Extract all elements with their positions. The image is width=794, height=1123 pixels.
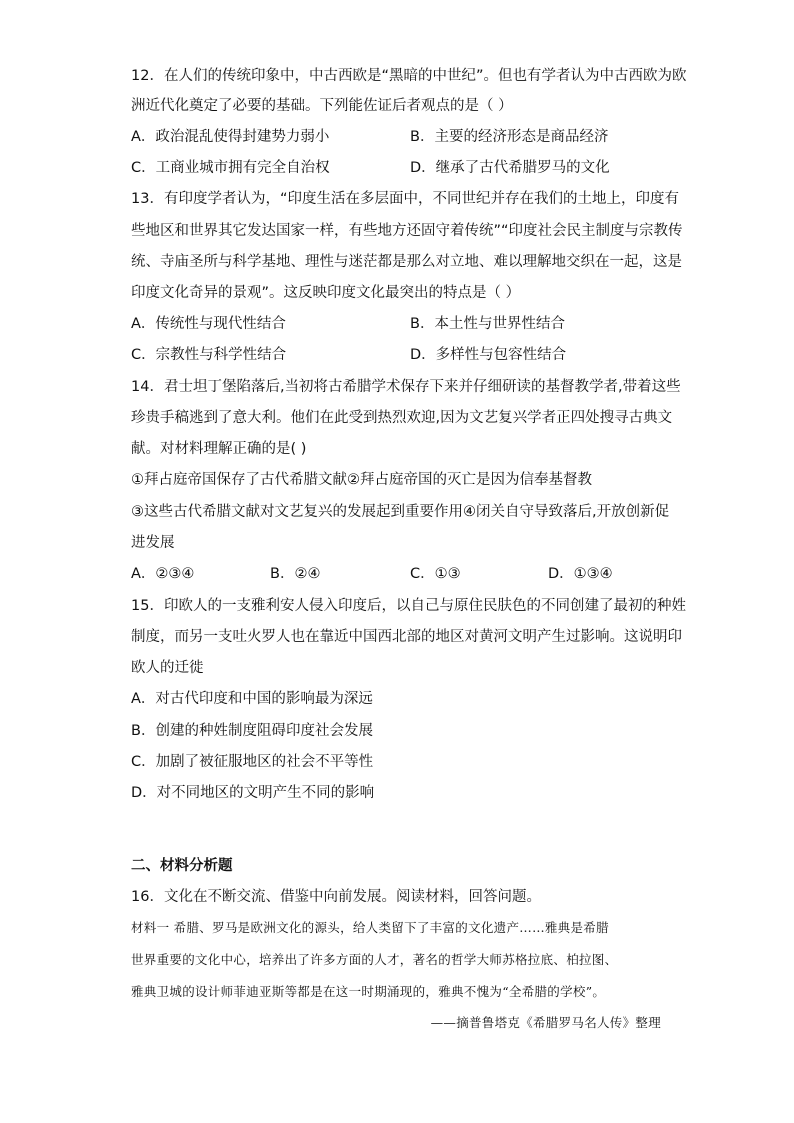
q13-stem-line-2: 些地区和世界其它发达国家一样，有些地方还固守着传统”“印度社会民主制度与宗教传 bbox=[131, 223, 683, 239]
q16-material-line-1: 材料一 希腊、罗马是欧洲文化的源头，给人类留下了丰富的文化遗产……雅典是希腊 bbox=[131, 920, 609, 935]
q15-stem-line-1: 15．印欧人的一支雅利安人侵入印度后，以自己与原住民肤色的不同创建了最初的种姓 bbox=[131, 598, 686, 614]
q12-option-d: D．继承了古代希腊罗马的文化 bbox=[410, 160, 610, 176]
q16-material-source: ——摘普鲁塔克《希腊罗马名人传》整理 bbox=[430, 1015, 661, 1030]
q14-stem-line-2: 珍贵手稿逃到了意大利。他们在此受到热烈欢迎,因为文艺复兴学者正四处搜寻古典文 bbox=[131, 410, 673, 426]
q15-stem-line-3: 欧人的迁徙 bbox=[131, 660, 204, 676]
q13-stem-line-4: 印度文化奇异的景观”。这反映印度文化最突出的特点是（ ） bbox=[131, 285, 521, 301]
q15-option-d: D．对不同地区的文明产生不同的影响 bbox=[131, 785, 375, 801]
q15-option-c: C．加剧了被征服地区的社会不平等性 bbox=[131, 754, 374, 770]
q15-option-a: A．对古代印度和中国的影响最为深远 bbox=[131, 691, 373, 707]
q15-option-b: B．创建的种姓制度阻碍印度社会发展 bbox=[131, 723, 373, 739]
q14-stem-line-1: 14．君士坦丁堡陷落后,当初将古希腊学术保存下来并仔细研读的基督教学者,带着这些 bbox=[131, 379, 681, 395]
q14-option-c: C．①③ bbox=[410, 566, 461, 582]
q14-option-d: D．①③④ bbox=[548, 566, 613, 582]
q12-option-a: A．政治混乱使得封建势力弱小 bbox=[131, 129, 330, 145]
q16-stem: 16．文化在不断交流、借鉴中向前发展。阅读材料，回答问题。 bbox=[131, 889, 541, 905]
q14-option-a: A．②③④ bbox=[131, 566, 195, 582]
q13-stem-line-3: 统、寺庙圣所与科学基地、理性与迷茫都是那么对立地、难以理解地交织在一起，这是 bbox=[131, 254, 682, 270]
q16-material-line-2: 世界重要的文化中心，培养出了许多方面的人才，著名的哲学大师苏格拉底、柏拉图、 bbox=[131, 952, 618, 967]
q12-stem-line-2: 洲近代化奠定了必要的基础。下列能佐证后者观点的是（ ） bbox=[131, 98, 513, 114]
q15-stem-line-2: 制度，而另一支吐火罗人也在靠近中国西北部的地区对黄河文明产生过影响。这说明印 bbox=[131, 629, 682, 645]
q14-option-b: B．②④ bbox=[270, 566, 321, 582]
q12-option-c: C．工商业城市拥有完全自治权 bbox=[131, 160, 330, 176]
q16-material-line-3: 雅典卫城的设计师菲迪亚斯等都是在这一时期涌现的，雅典不愧为“全希腊的学校”。 bbox=[131, 984, 606, 999]
q12-stem-line-1: 12．在人们的传统印象中，中古西欧是“黑暗的中世纪”。但也有学者认为中古西欧为欧 bbox=[131, 68, 687, 84]
section-heading: 二、材料分析题 bbox=[131, 858, 233, 874]
q14-statement-line-2: ③这些古代希腊文献对文艺复兴的发展起到重要作用④闭关自守导致落后,开放创新促 bbox=[131, 504, 670, 520]
q14-statement-line-3: 进发展 bbox=[131, 535, 175, 551]
q13-option-c: C．宗教性与科学性结合 bbox=[131, 347, 287, 363]
q12-option-b: B．主要的经济形态是商品经济 bbox=[410, 129, 609, 145]
q13-stem-line-1: 13．有印度学者认为，“印度生活在多层面中，不同世纪并存在我们的土地上，印度有 bbox=[131, 191, 679, 207]
q13-option-a: A．传统性与现代性结合 bbox=[131, 316, 286, 332]
q14-stem-line-3: 献。对材料理解正确的是( ) bbox=[131, 441, 307, 457]
q13-option-b: B．本土性与世界性结合 bbox=[410, 316, 565, 332]
q13-option-d: D．多样性与包容性结合 bbox=[410, 347, 567, 363]
q14-statement-line-1: ①拜占庭帝国保存了古代希腊文献②拜占庭帝国的灭亡是因为信奉基督教 bbox=[131, 472, 592, 488]
